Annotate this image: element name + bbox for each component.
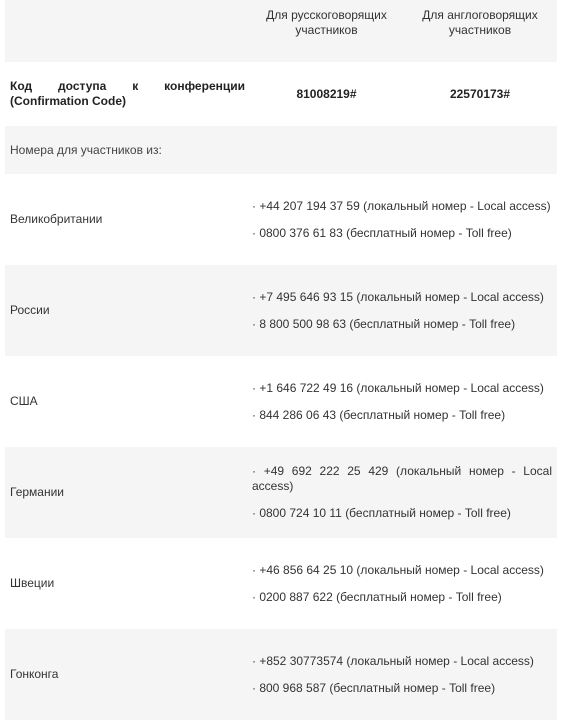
confirmation-code-en: 22570173# — [449, 86, 511, 101]
confirmation-code-label-en: (Confirmation Code) — [10, 94, 126, 108]
section-row — [5, 126, 557, 174]
local-number[interactable]: · +1 646 722 49 16 (локальный номер - Local access) — [252, 380, 544, 395]
local-number[interactable]: · +852 30773574 (локальный номер - Local access) — [252, 653, 534, 668]
country-numbers — [250, 538, 557, 629]
local-number[interactable]: · +49 692 222 25 429 (локальный номер - Local access) — [252, 464, 552, 493]
toll-free-number[interactable]: · 844 286 06 43 (бесплатный номер - Toll free) — [252, 407, 506, 422]
country-row-sweden — [5, 538, 557, 629]
confirmation-code-row — [5, 62, 557, 126]
section-label: Номера для участников из: — [5, 126, 557, 174]
conference-numbers-table — [5, 0, 557, 720]
header-russian-speakers: Для русскоговорящих участников — [250, 0, 403, 62]
country-row-germany — [5, 447, 557, 538]
local-number[interactable]: · +44 207 194 37 59 (локальный номер - Local access) — [252, 198, 551, 213]
country-name: Гонконга — [5, 629, 250, 720]
country-row-hong-kong — [5, 629, 557, 720]
toll-free-number[interactable]: · 8 800 500 98 63 (бесплатный номер - Toll free) — [252, 316, 516, 331]
country-row-usa — [5, 356, 557, 447]
confirmation-code-label-ru: Код доступа к конференции — [10, 79, 245, 93]
country-name: США — [10, 394, 38, 408]
confirmation-code-label — [5, 62, 250, 126]
toll-free-number[interactable]: · 0800 376 61 83 (бесплатный номер - Toll free) — [252, 225, 512, 240]
toll-free-number[interactable]: · 0800 724 10 11 (бесплатный номер - Toll free) — [252, 506, 511, 520]
local-number[interactable]: · +46 856 64 25 10 (локальный номер - Local access) — [252, 562, 544, 577]
toll-free-number[interactable]: · 800 968 587 (бесплатный номер - Toll free) — [252, 680, 496, 695]
header-english-speakers: Для англоговорящих участников — [403, 0, 557, 62]
country-numbers — [250, 174, 557, 265]
confirmation-code-ru: 81008219# — [296, 86, 357, 101]
country-numbers — [250, 447, 557, 538]
country-numbers — [250, 356, 557, 447]
country-name: России — [5, 265, 250, 356]
country-row-russia — [5, 265, 557, 356]
country-name: Германии — [5, 447, 250, 538]
country-row-uk — [5, 174, 557, 265]
toll-free-number[interactable]: · 0200 887 622 (бесплатный номер - Toll free) — [252, 589, 502, 604]
country-name: Великобритании — [10, 212, 103, 226]
local-number[interactable]: · +7 495 646 93 15 (локальный номер - Local access) — [252, 289, 544, 304]
header-row — [5, 0, 557, 62]
country-numbers — [250, 265, 557, 356]
country-name: Швеции — [10, 576, 55, 590]
country-numbers — [250, 629, 557, 720]
header-empty-cell — [5, 0, 250, 62]
